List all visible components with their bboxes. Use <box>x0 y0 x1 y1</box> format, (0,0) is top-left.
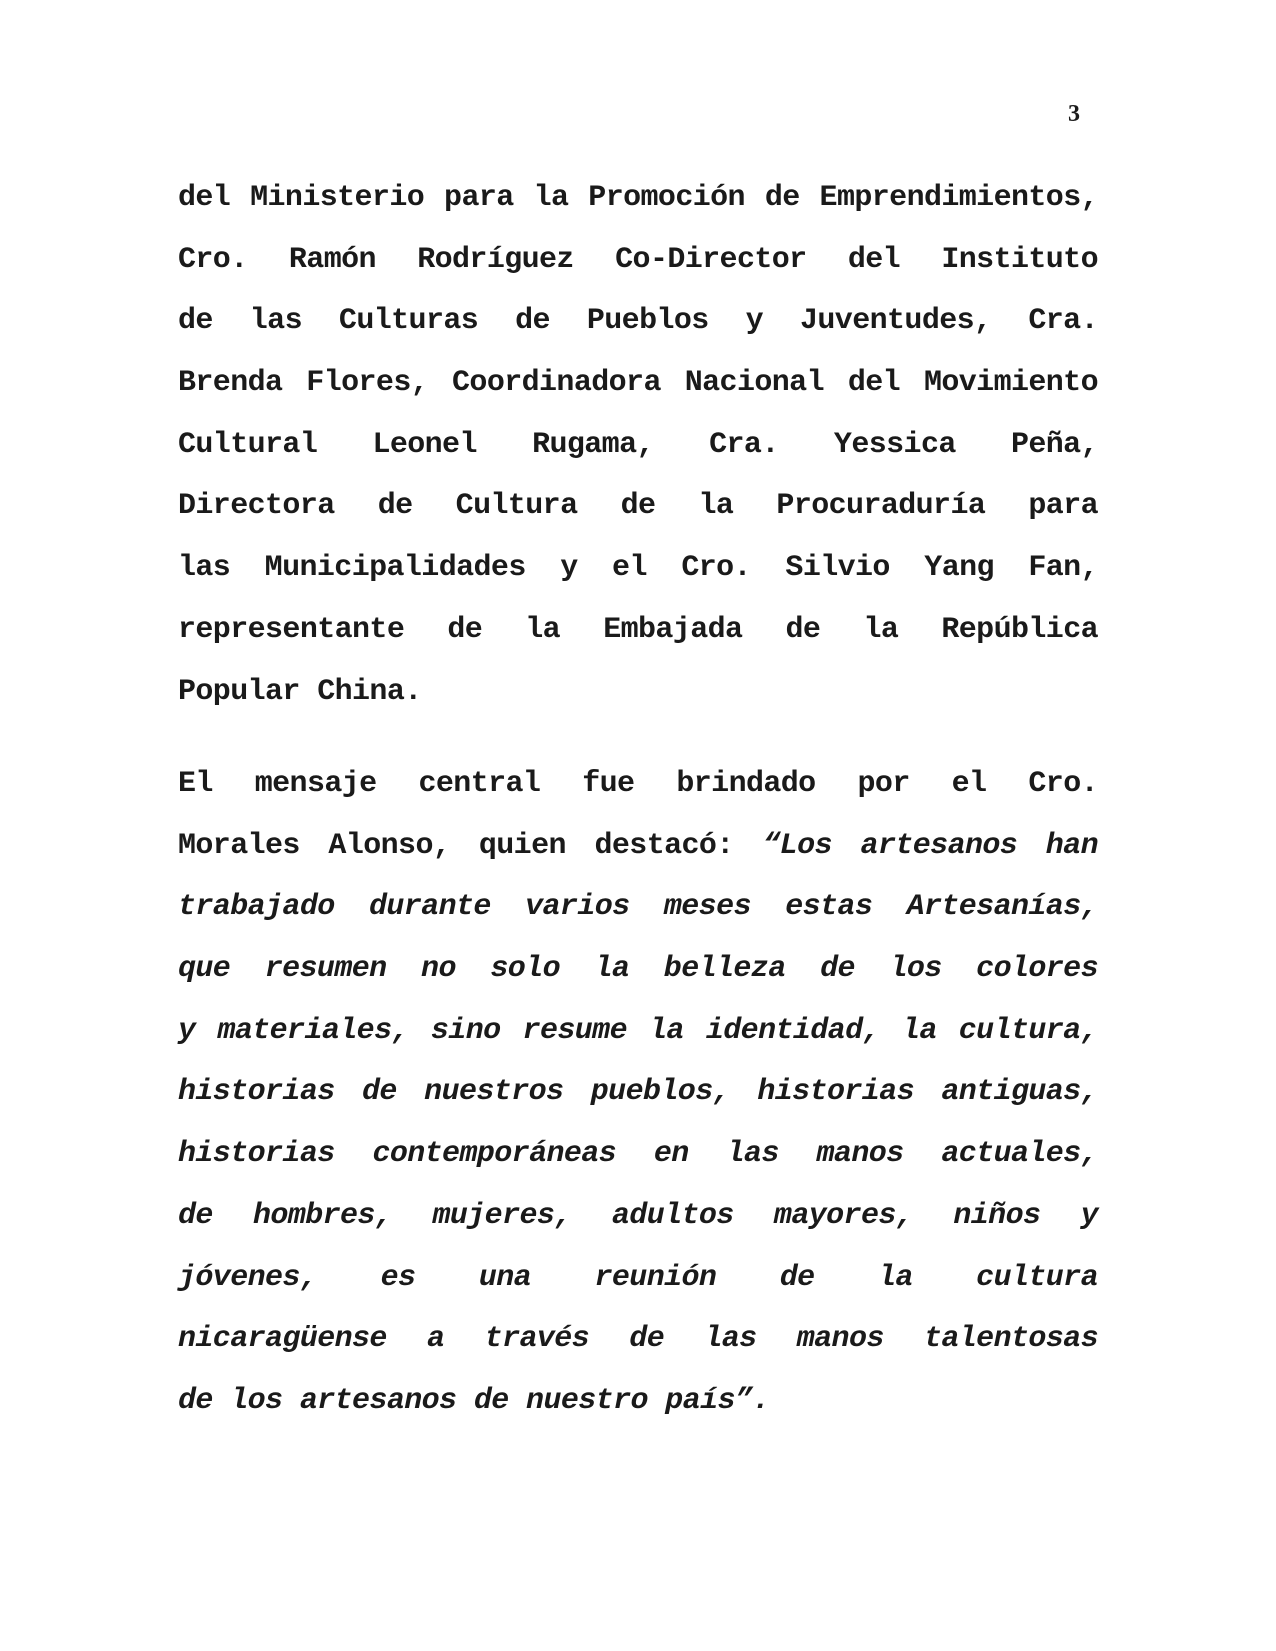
quote-line: jóvenes, es una reunión de la cultura <box>178 1260 1098 1295</box>
text-line: de las Culturas de Pueblos y Juventudes, Cra. <box>178 304 1098 339</box>
page-number: 3 <box>1068 101 1080 127</box>
quote-text: “Los artesanos han <box>762 828 1098 863</box>
text-line: Directora de Cultura de la Procuraduría para <box>178 489 1098 524</box>
text-line <box>178 816 1098 878</box>
text-line: del Ministerio para la Promoción de Emprendimientos, <box>178 181 1098 215</box>
quote-line: historias contemporáneas en las manos actuales, <box>178 1137 1098 1172</box>
text-line: Popular China. <box>178 674 422 709</box>
quote-line: que resumen no solo la belleza de los colores <box>178 952 1098 987</box>
text-plain: Morales Alonso, quien destacó: <box>178 828 763 863</box>
quote-line: de los artesanos de nuestro país”. <box>178 1383 770 1418</box>
quote-line: trabajado durante varios meses estas Artesanías, <box>178 890 1098 925</box>
quote-line: nicaragüense a través de las manos talentosas <box>178 1322 1098 1357</box>
text-line: El mensaje central fue brindado por el Cro. <box>178 767 1098 801</box>
quote-line: de hombres, mujeres, adultos mayores, niños y <box>178 1198 1098 1233</box>
quote-line: y materiales, sino resume la identidad, la cultura, <box>178 1013 1098 1048</box>
text-line: Brenda Flores, Coordinadora Nacional del Movimiento <box>178 366 1098 401</box>
text-line: Cro. Ramón Rodríguez Co-Director del Instituto <box>178 242 1098 277</box>
quote-line: historias de nuestros pueblos, historias antiguas, <box>178 1075 1098 1110</box>
text-line: las Municipalidades y el Cro. Silvio Yang Fan, <box>178 551 1098 586</box>
text-line: representante de la Embajada de la República <box>178 612 1098 647</box>
paragraph-attendees <box>178 168 1098 723</box>
text-line: Cultural Leonel Rugama, Cra. Yessica Peña, <box>178 427 1098 462</box>
paragraph-message <box>178 754 1098 1433</box>
